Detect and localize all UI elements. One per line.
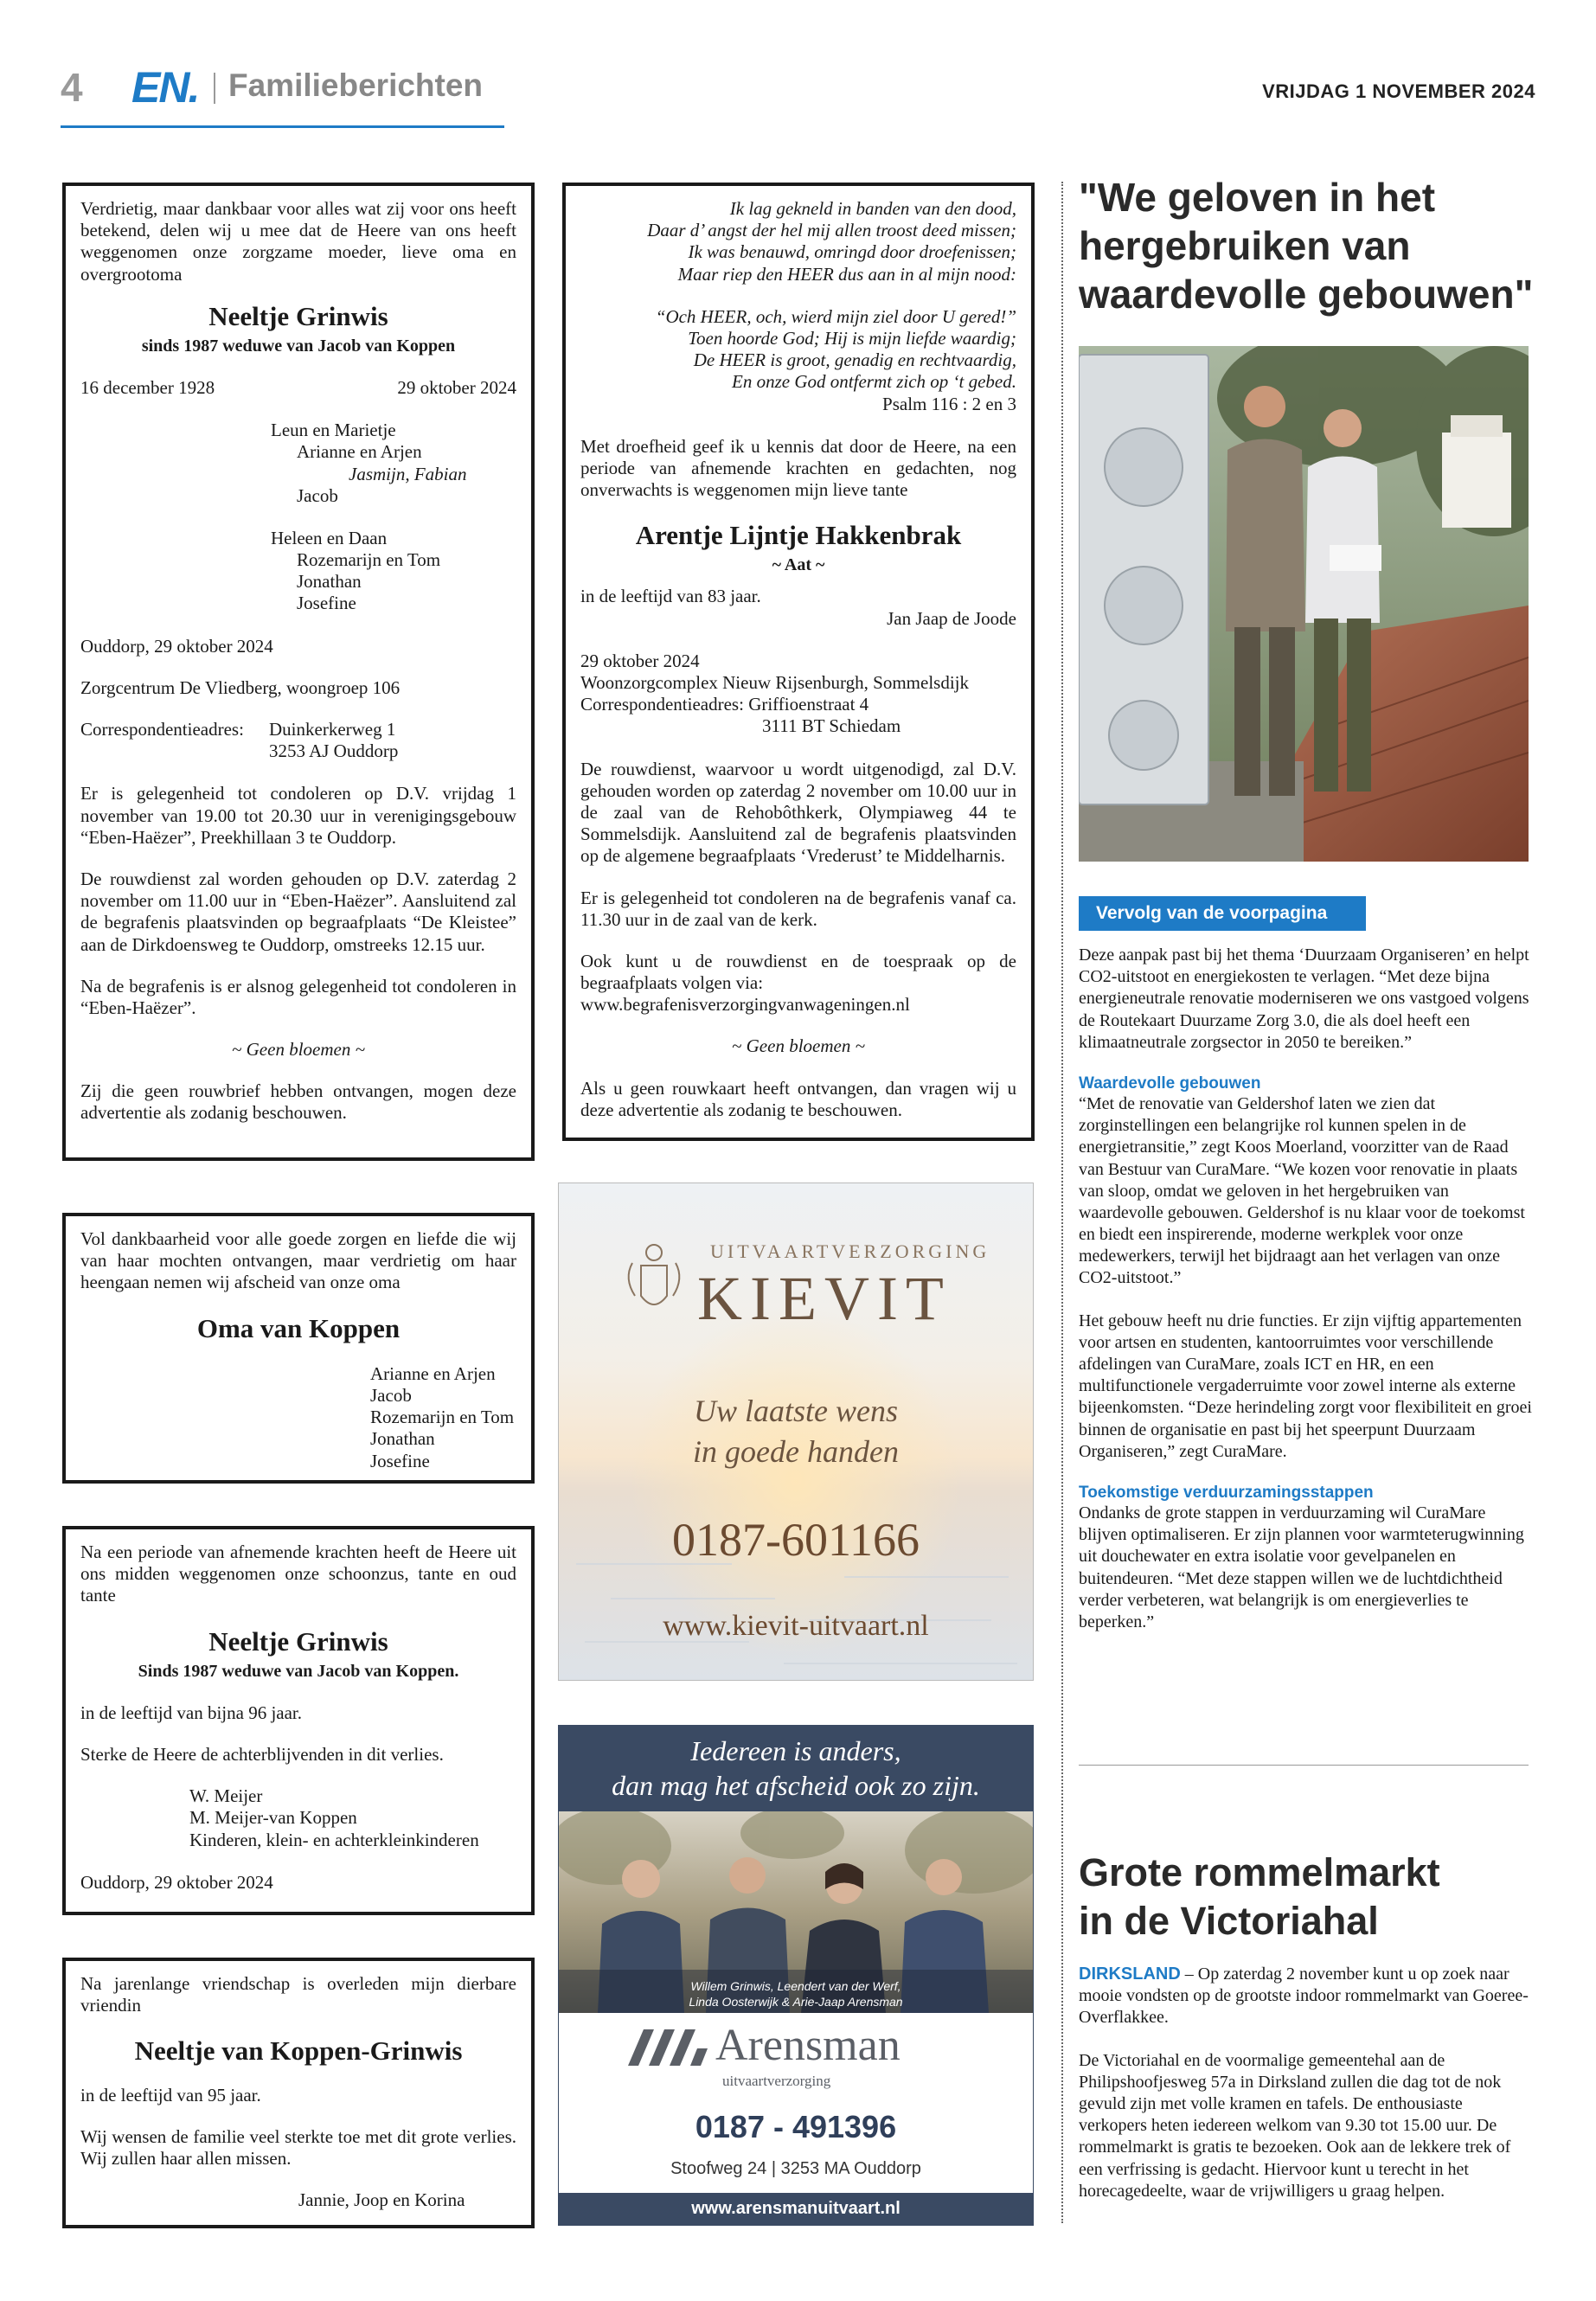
article-photo (1079, 346, 1529, 862)
header-separator (214, 73, 215, 104)
ad-url[interactable]: www.arensmanuitvaart.nl (559, 2193, 1033, 2225)
article-paragraph (1079, 1964, 1533, 2029)
obituary-subtitle: sinds 1987 weduwe van Jacob van Koppen (141, 336, 456, 356)
death-date: 29 oktober 2024 (397, 376, 516, 398)
closing-note: Zij die geen rouwbrief hebben ontvangen, mogen deze advertentie als zodanig beschouwen. (80, 1080, 516, 1124)
family-member: Jacob (297, 484, 338, 506)
family-member: Leun en Marietje (271, 420, 396, 441)
poem-line: De HEER is groot, genadig en rechtvaardig, (693, 349, 1016, 371)
address-line: 3253 AJ Ouddorp (269, 740, 399, 762)
obituary-intro: Na jarenlange vriendschap is overleden mijn dierbare vriendin (80, 1973, 516, 2016)
stream-text: Ook kunt u de rouwdienst en de toespraak op de begraafplaats volgen via: (580, 950, 1016, 994)
poem-line: Ik was benauwd, omringd door droefenissen; (688, 241, 1016, 263)
slogan-line: in goede handen (693, 1433, 899, 1469)
after-burial-info: Na de begrafenis is er alsnog gelegenheid tot condoleren in “Eben-Haëzer”. (80, 975, 516, 1018)
article-paragraph: “Met de renovatie van Geldershof laten we zien dat zorginstellingen een belangrijke rol kunnen spelen in de energietransitie,” zegt Koos Moerland, voorzitter van de Raad van Bestuur van CuraMare. “We kozen voor renovatie in plaats van sloop, omdat we geloven in het hergebruiken van waardevolle gebouwen. Geldershof is nu klaar voor de toekomst en biedt een inspirerende, moderne werkplek voor onze medewerkers, terwijl het bijdraagt aan het verlagen van onze CO2-uitstoot.” (1079, 1093, 1525, 1288)
condolence-info: Er is gelegenheid tot condoleren op D.V. vrijdag 1 november van 19.00 tot 20.30 uur in verenigingsgebouw “Eben-Haëzer”, Preekhillaan 3 te Ouddorp. (80, 783, 516, 848)
family-member: Rozemarijn en Tom (297, 549, 441, 571)
family-member: Jasmijn, Fabian (349, 463, 467, 484)
ad-company-name: Arensman (715, 2021, 901, 2070)
no-flowers: ~ Geen bloemen ~ (232, 1039, 365, 1061)
obituary-neeltje-van-koppen-grinwis (62, 1958, 535, 2228)
closing-note: Als u geen rouwkaart heeft ontvangen, dan vragen wij u deze advertentie als zodanig te beschouwen. (580, 1077, 1016, 1120)
family-member: Jonathan (370, 1428, 435, 1450)
continued-tag: Vervolg van de voorpagina (1079, 896, 1366, 931)
article-body (1079, 1964, 1533, 2202)
condolence-info: Er is gelegenheid tot condoleren na de begrafenis vanaf ca. 11.30 uur in de zaal van de kerk. (580, 887, 1016, 930)
obituary-intro: Vol dankbaarheid voor alle goede zorgen en liefde die wij van haar mochten ontvangen, maar verdrietig om haar heengaan nemen wij afscheid van onze oma (80, 1228, 516, 1293)
poem-line: Ik lag gekneld in banden van den dood, (729, 198, 1016, 219)
photo-caption (559, 1978, 1033, 2009)
article-paragraph: Ondanks de grote stappen in verduurzaming wil CuraMare blijven optimaliseren. Er zijn plannen voor warmteterugwinning uit douchewater en extra isolatie voor gevelpanelen en buitendeuren. “Met deze stappen willen we de luchtdichtheid verder verbeteren, wat belangrijk is om energieverlies te beperken.” (1079, 1503, 1524, 1631)
ad-tagline (559, 1726, 1033, 1811)
psalm-reference: Psalm 116 : 2 en 3 (882, 393, 1016, 414)
poem-line: Daar d’ angst der hel mij allen troost deed missen; (647, 220, 1016, 241)
poem-line: En onze God ontfermt zich op ‘t gebed. (732, 371, 1016, 393)
obituary-name: Oma van Koppen (196, 1312, 401, 1343)
signed-by: Jannie, Joop en Korina (298, 2189, 465, 2211)
family-member: Arianne en Arjen (297, 441, 422, 463)
obituary-arentje-hakkenbrak (562, 183, 1035, 1141)
family-member: Jacob (370, 1384, 412, 1406)
stream-info (580, 951, 1016, 1016)
wish: Wij wensen de familie veel sterkte toe met dit grote verlies. Wij zullen haar allen missen. (80, 2125, 516, 2169)
correspondence-address (80, 719, 516, 762)
article-subheading: Waardevolle gebouwen (1079, 1074, 1261, 1093)
correspondence-label: Correspondentieadres: (80, 719, 244, 740)
family-list (80, 1785, 516, 1851)
family-member: W. Meijer (189, 1785, 263, 1807)
issue-date: VRIJDAG 1 NOVEMBER 2024 (1262, 80, 1535, 102)
page-number: 4 (61, 65, 83, 110)
ad-kievit[interactable] (558, 1183, 1034, 1681)
poem-verse-2 (580, 306, 1016, 394)
age-info: in de leeftijd van 83 jaar. (580, 586, 761, 607)
ad-company-name: KIEVIT (697, 1264, 952, 1333)
death-date: 29 oktober 2024 (580, 650, 700, 671)
obituary-oma-van-koppen (62, 1213, 535, 1484)
ad-phone[interactable]: 0187-601166 (672, 1514, 920, 1566)
ad-brand: UITVAARTVERZORGING (710, 1240, 990, 1262)
life-dates (80, 377, 516, 399)
stream-url[interactable]: www.begrafenisverzorgingvanwageningen.nl (580, 994, 910, 1016)
poem-line: Maar riep den HEER dus aan in al mijn nood: (677, 263, 1016, 285)
family-member: M. Meijer-van Koppen (189, 1807, 357, 1829)
age-info: in de leeftijd van 95 jaar. (80, 2084, 261, 2106)
article-paragraph: De Victoriahal en de voormalige gemeentehal aan de Philipshoofjesweg 57a in Dirksland zullen die dag tot de nok gevuld zijn met volle kramen en tafels. De enthousiaste verkopers heten iedereen welkom van 9.30 tot 15.00 uur. De rommelmarkt is gratis te bezoeken. Ook aan de lekkere trek of een verfrissing is gedacht. Hiervoor kunt u terecht in het horecagedeelte, waar de vrijwilligers u graag helpen. (1079, 2050, 1511, 2201)
details-block (580, 651, 1016, 738)
header-rule (61, 125, 504, 128)
place-date: Ouddorp, 29 oktober 2024 (80, 635, 273, 657)
newspaper-logo: EN. (131, 63, 199, 112)
slogan-line: Uw laatste wens (693, 1394, 898, 1428)
headline-line: Grote rommelmarkt (1079, 1850, 1440, 1894)
obituary-name: Arentje Lijntje Hakkenbrak (635, 520, 962, 551)
caption-line: Willem Grinwis, Leendert van der Werf, (690, 1979, 901, 1993)
residence: Woonzorgcomplex Nieuw Rijsenburgh, Sommelsdijk (580, 672, 969, 693)
caption-line: Linda Oosterwijk & Arie-Jaap Arensman (689, 1995, 903, 2009)
obituary-subtitle: Sinds 1987 weduwe van Jacob van Koppen. (138, 1661, 459, 1681)
address-line: 3111 BT Schiedam (762, 715, 901, 737)
article-subheading: Toekomstige verduurzamingsstappen (1079, 1483, 1374, 1502)
article-body (1079, 945, 1533, 1633)
article-dateline: DIRKSLAND (1079, 1965, 1181, 1984)
obituary-intro: Met droefheid geef ik u kennis dat door de Heere, na een periode van afnemende krachten en gedachten, nog onverwachts is weggenomen mijn lieve tante (580, 435, 1016, 501)
service-info: De rouwdienst zal worden gehouden op D.V. zaterdag 2 november om 11.00 uur in “Eben-Haëzer”. Aansluitend zal de begrafenis plaatsvinden op begraafplaats “De Kleistee” aan de Dirkdoensweg te Ouddorp, omstreeks 12.15 uur. (80, 868, 516, 955)
article-headline: "We geloven in het hergebruiken van waardevolle gebouwen" (1079, 175, 1534, 317)
ad-address: Stoofweg 24 | 3253 MA Ouddorp (670, 2159, 921, 2178)
family-member: Jonathan (297, 571, 362, 593)
ad-arensman[interactable] (558, 1725, 1034, 2226)
service-info: De rouwdienst, waarvoor u wordt uitgenodigd, zal D.V. gehouden worden op zaterdag 2 november om 10.00 uur in de zaal van de Rehobôthkerk, Olympiaweg 44 te Sommelsdijk. Aansluitend zal de begrafenis plaatsvinden op de algemene begraafplaats ‘Vrederust’ te Middelharnis. (580, 758, 1016, 867)
obituary-intro: Na een periode van afnemende krachten heeft de Heere uit ons midden weggenomen onze schoonzus, tante en oud tante (80, 1541, 516, 1606)
article-headline (1079, 1849, 1546, 1946)
family-member: Josefine (370, 1450, 430, 1471)
obituary-neeltje-grinwis-relatives (62, 1526, 535, 1915)
tagline-line: dan mag het afscheid ook zo zijn. (612, 1770, 980, 1801)
age-info: in de leeftijd van bijna 96 jaar. (80, 1702, 302, 1723)
obituary-name: Neeltje van Koppen-Grinwis (134, 2035, 463, 2067)
poem-line: “Och HEER, och, wierd mijn ziel door U gered!” (655, 305, 1016, 327)
poem-verse-1 (580, 198, 1016, 285)
ad-slogan (559, 1391, 1033, 1472)
obituary-neeltje-grinwis-family (62, 183, 535, 1161)
place-date: Ouddorp, 29 oktober 2024 (80, 1871, 273, 1893)
family-member: Arianne en Arjen (370, 1362, 496, 1384)
ad-url[interactable]: www.kievit-uitvaart.nl (663, 1610, 929, 1642)
wish: Sterke de Heere de achterblijvenden in dit verlies. (80, 1743, 444, 1765)
signed-by: Jan Jaap de Joode (887, 607, 1016, 629)
no-flowers: ~ Geen bloemen ~ (732, 1035, 865, 1057)
family-member: Josefine (297, 593, 356, 614)
residence: Zorgcentrum De Vliedberg, woongroep 106 (80, 676, 401, 698)
family-member: Rozemarijn en Tom (370, 1407, 515, 1428)
poem-line: Toen hoorde God; Hij is mijn liefde waardig; (688, 327, 1016, 349)
article-paragraph: Het gebouw heeft nu drie functies. Er zijn vijftig appartementen voor artsen en studenten, kantoorruimtes voor verschillende afdelingen van CuraMare, zoals ICT en HR, en een multifunctionele vergaderruimte voor zowel interne als externe bijeenkomsten. “Deze herindeling zorgt voor flexibiliteit en groei binnen de organisatie en past bij het speerpunt Duurzaam Organiseren,” zegt CuraMare. (1079, 1311, 1532, 1461)
ad-phone[interactable]: 0187 - 491396 (695, 2109, 897, 2144)
column-separator (1061, 182, 1063, 2223)
family-member: Kinderen, klein- en achterkleinkinderen (189, 1829, 479, 1850)
hvac-units-icon (1079, 355, 1208, 804)
family-member: Heleen en Daan (271, 527, 388, 548)
family-list (80, 1363, 516, 1472)
address-line: Correspondentieadres: Griffioenstraat 4 (580, 694, 869, 715)
tagline-line: Iedereen is anders, (690, 1735, 901, 1766)
obituary-name: Neeltje Grinwis (208, 300, 388, 331)
address-line: Duinkerkerweg 1 (269, 719, 396, 740)
obituary-name: Neeltje Grinwis (208, 1625, 388, 1657)
article-paragraph: Deze aanpak past bij het thema ‘Duurzaam Organiseren’ en helpt CO2-uitstoot en energiekosten te verlagen. “Met deze bijna energieneutrale renovatie moderniseren we ons vastgoed volgens de Routekaart Duurzame Zorg 3.0, die als doel heeft een klimaatneutrale zorgsector in 2050 te bereiken.” (1079, 945, 1529, 1052)
ad-company-subtitle: uitvaartverzorging (722, 2073, 831, 2089)
arensman-logo-icon (628, 2028, 713, 2067)
section-title: Familieberichten (228, 67, 484, 103)
obituary-nickname: ~ Aat ~ (772, 555, 825, 575)
headline-line: in de Victoriahal (1079, 1899, 1379, 1944)
article-divider (1079, 1765, 1529, 1766)
obituary-intro: Verdrietig, maar dankbaar voor alles wat zij voor ons heeft betekend, delen wij u mee dat de Heere van ons heeft weggenomen onze zorgzame moeder, lieve oma en overgrootoma (80, 198, 516, 285)
family-list-2 (80, 528, 516, 615)
article-lead: – Op zaterdag 2 november kunt u op zoek naar mooie vondsten op de grootste indoor rommelmarkt van Goeree-Overflakkee. (1079, 1965, 1529, 2028)
family-list-1 (80, 420, 516, 507)
birth-date: 16 december 1928 (80, 376, 215, 398)
